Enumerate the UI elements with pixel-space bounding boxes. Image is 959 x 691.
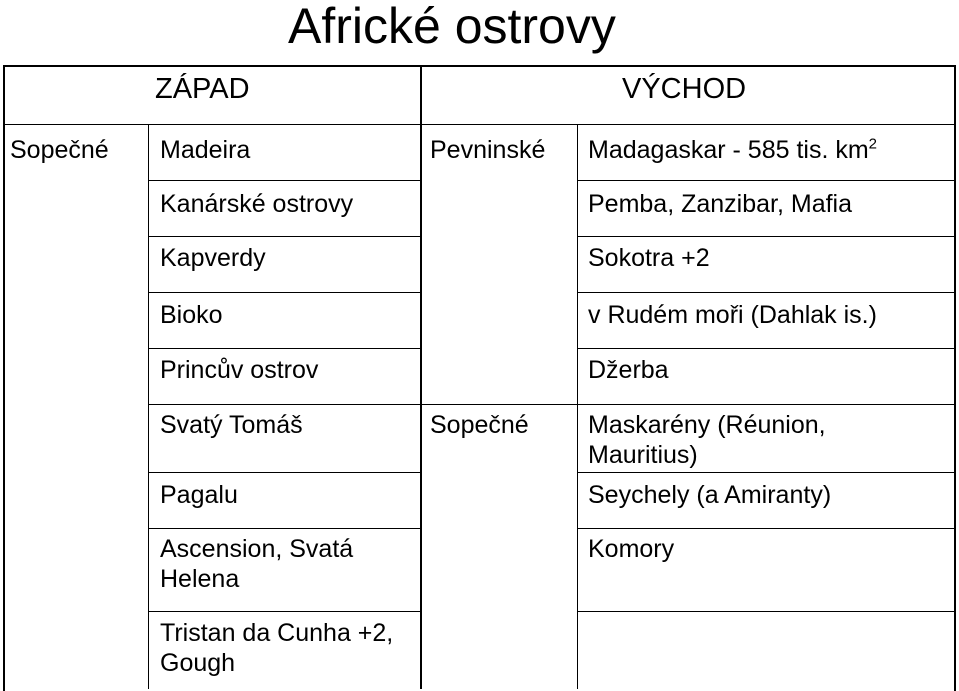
header-east: VÝCHOD <box>622 73 747 105</box>
row-divider <box>577 528 956 529</box>
east-island: Komory <box>588 535 675 563</box>
row-divider <box>577 180 956 181</box>
column-divider <box>148 124 149 689</box>
east-island: Pemba, Zanzibar, Mafia <box>588 190 853 218</box>
row-divider <box>148 404 956 405</box>
west-island: Pagalu <box>160 481 238 509</box>
east-island: Seychely (a Amiranty) <box>588 481 832 509</box>
madagaskar-text: Madagaskar - 585 tis. km <box>588 136 869 164</box>
west-island: Madeira <box>160 136 251 164</box>
row-divider <box>577 472 956 473</box>
row-divider <box>148 180 420 181</box>
west-island: Kanárské ostrovy <box>160 190 354 218</box>
row-divider <box>148 528 420 529</box>
east-island-madagaskar <box>588 135 877 165</box>
row-divider <box>3 124 956 125</box>
row-divider <box>577 611 956 612</box>
row-divider <box>577 292 956 293</box>
west-island: Kapverdy <box>160 244 266 272</box>
east-island: v Rudém moři (Dahlak is.) <box>588 301 877 329</box>
column-divider <box>577 124 578 689</box>
west-island: Princův ostrov <box>160 356 319 384</box>
west-island: Ascension, Svatá Helena <box>160 535 354 593</box>
superscript: 2 <box>868 135 878 153</box>
east-island: Džerba <box>588 356 669 384</box>
west-category: Sopečné <box>10 136 109 164</box>
row-divider <box>148 348 420 349</box>
row-divider <box>148 472 420 473</box>
row-divider <box>148 292 420 293</box>
row-divider <box>577 348 956 349</box>
row-divider <box>577 236 956 237</box>
east-island: Sokotra +2 <box>588 244 710 272</box>
west-island: Svatý Tomáš <box>160 411 303 439</box>
header-west: ZÁPAD <box>155 73 250 105</box>
row-divider <box>148 611 420 612</box>
row-divider <box>148 236 420 237</box>
east-category: Sopečné <box>430 411 529 439</box>
page-title: Africké ostrovy <box>288 0 616 54</box>
east-island: Maskarény (Réunion, Mauritius) <box>588 411 826 469</box>
column-divider <box>420 65 422 689</box>
west-island: Bioko <box>160 301 223 329</box>
west-island: Tristan da Cunha +2, Gough <box>160 619 394 677</box>
east-category: Pevninské <box>430 136 546 164</box>
